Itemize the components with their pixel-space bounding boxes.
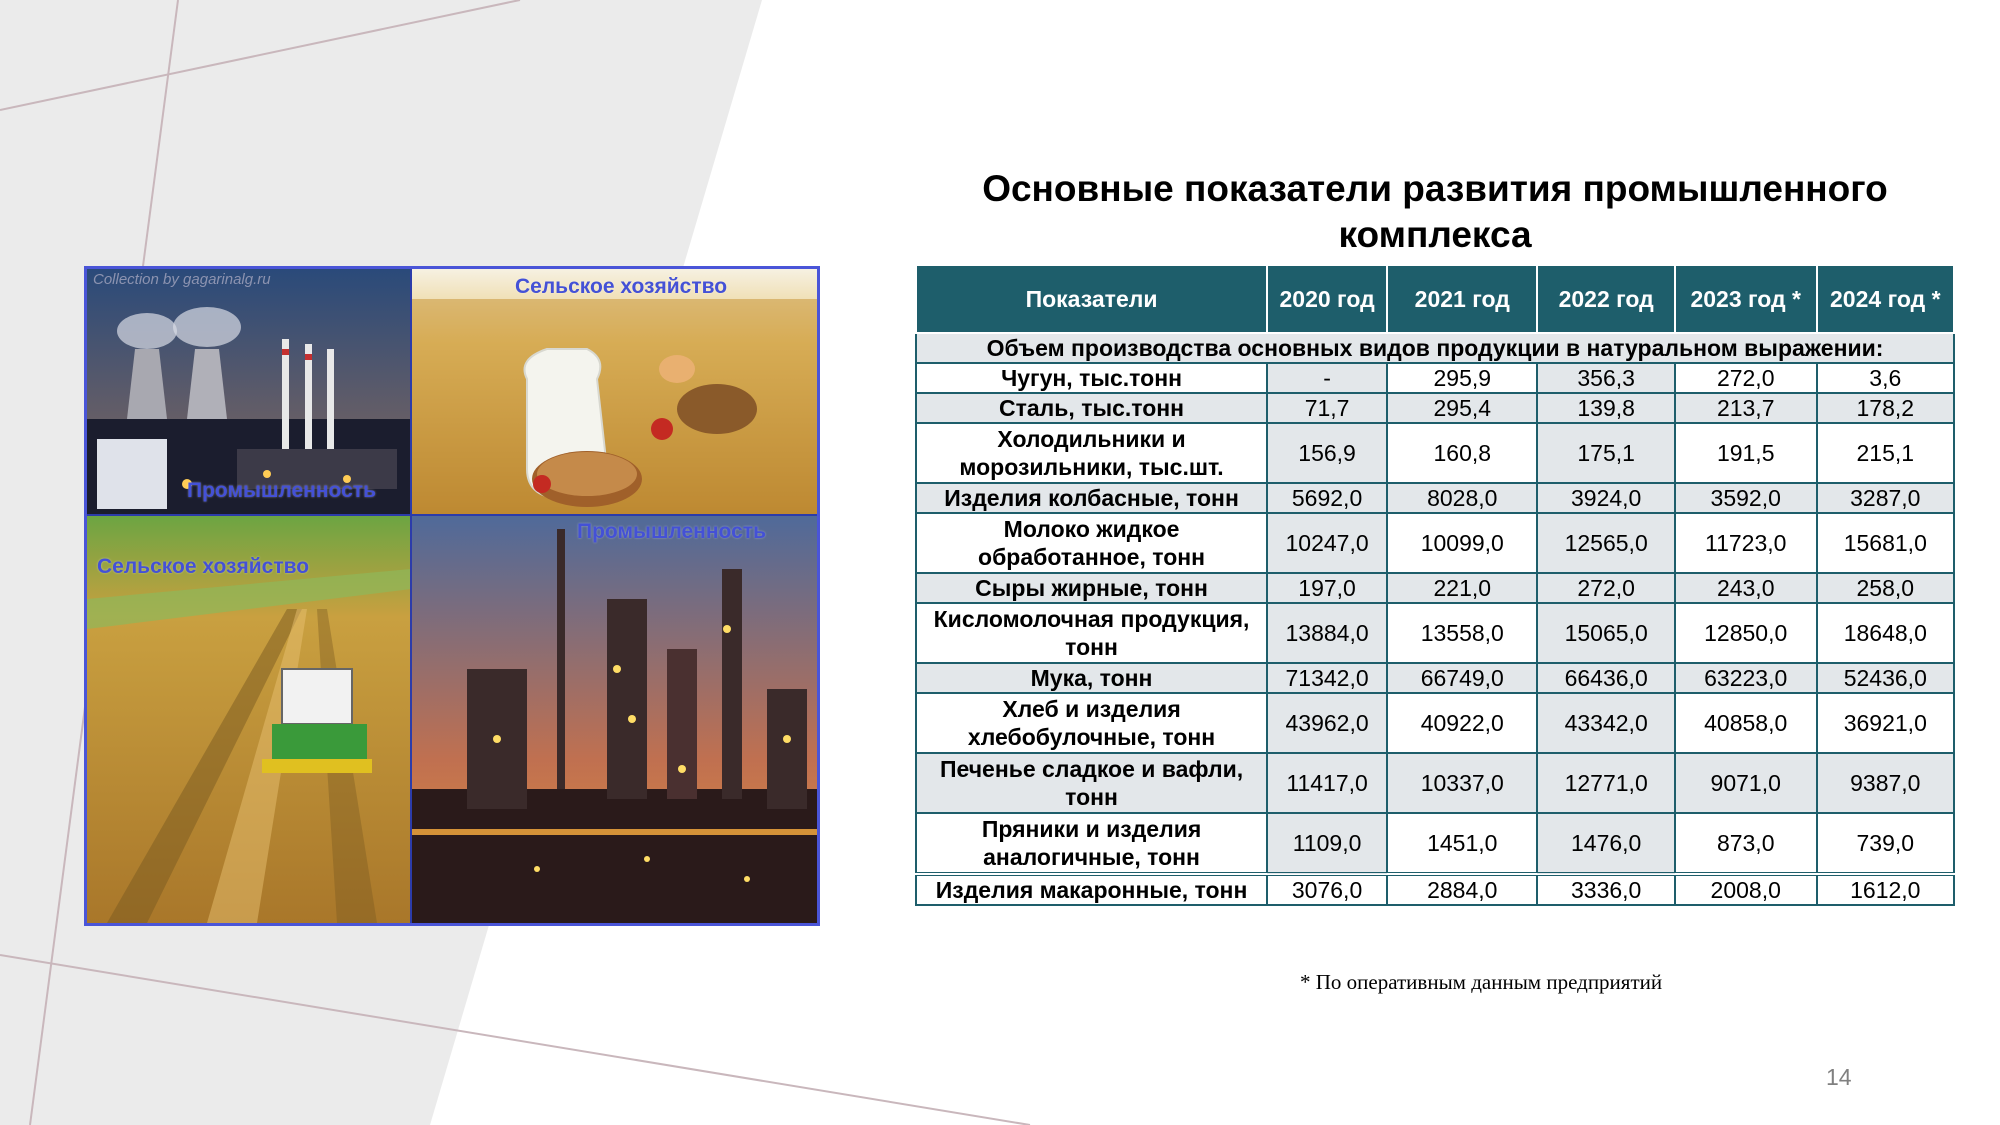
cell-2023: 40858,0 bbox=[1675, 693, 1817, 753]
row-label: Сталь, тыс.тонн bbox=[916, 393, 1267, 423]
row-label: Сыры жирные, тонн bbox=[916, 573, 1267, 603]
cell-2021: 295,9 bbox=[1387, 363, 1537, 393]
cell-2022: 175,1 bbox=[1537, 423, 1674, 483]
cell-2024: 15681,0 bbox=[1817, 513, 1954, 573]
cell-2024: 3287,0 bbox=[1817, 483, 1954, 513]
cell-2020: 3076,0 bbox=[1267, 874, 1387, 905]
cell-2023: 12850,0 bbox=[1675, 603, 1817, 663]
cell-2021: 40922,0 bbox=[1387, 693, 1537, 753]
cell-2023: 11723,0 bbox=[1675, 513, 1817, 573]
header-2020: 2020 год bbox=[1267, 265, 1387, 333]
cell-2022: 356,3 bbox=[1537, 363, 1674, 393]
table-row bbox=[916, 603, 1954, 663]
table-row bbox=[916, 363, 1954, 393]
cell-2024: 18648,0 bbox=[1817, 603, 1954, 663]
cell-2023: 3592,0 bbox=[1675, 483, 1817, 513]
slide-title: Основные показатели развития промышленного комплекса bbox=[982, 168, 1888, 255]
cell-2020: 13884,0 bbox=[1267, 603, 1387, 663]
cell-2022: 1476,0 bbox=[1537, 813, 1674, 874]
cell-2020: 11417,0 bbox=[1267, 753, 1387, 813]
cell-2021: 221,0 bbox=[1387, 573, 1537, 603]
cell-2021: 8028,0 bbox=[1387, 483, 1537, 513]
cell-2020: 5692,0 bbox=[1267, 483, 1387, 513]
header-2021: 2021 год bbox=[1387, 265, 1537, 333]
cell-2024: 9387,0 bbox=[1817, 753, 1954, 813]
cell-2023: 272,0 bbox=[1675, 363, 1817, 393]
cell-2023: 213,7 bbox=[1675, 393, 1817, 423]
cell-2024: 52436,0 bbox=[1817, 663, 1954, 693]
refinery-photo bbox=[411, 515, 817, 923]
row-label: Пряники и изделия аналогичные, тонн bbox=[916, 813, 1267, 874]
header-2024: 2024 год * bbox=[1817, 265, 1954, 333]
row-label: Печенье сладкое и вафли, тонн bbox=[916, 753, 1267, 813]
label-industry-bottom: Промышленность bbox=[577, 520, 766, 543]
header-2023: 2023 год * bbox=[1675, 265, 1817, 333]
row-label: Чугун, тыс.тонн bbox=[916, 363, 1267, 393]
table-row bbox=[916, 874, 1954, 905]
cell-2020: 43962,0 bbox=[1267, 693, 1387, 753]
cell-2021: 295,4 bbox=[1387, 393, 1537, 423]
table-row bbox=[916, 663, 1954, 693]
watermark: Collection by gagarinalg.ru bbox=[93, 271, 271, 288]
cell-2022: 12771,0 bbox=[1537, 753, 1674, 813]
cell-2023: 63223,0 bbox=[1675, 663, 1817, 693]
footnote: * По оперативным данным предприятий bbox=[1300, 970, 1663, 994]
cell-2022: 12565,0 bbox=[1537, 513, 1674, 573]
row-label: Холодильники и морозильники, тыс.шт. bbox=[916, 423, 1267, 483]
page-number: 14 bbox=[1826, 1064, 1852, 1090]
cell-2024: 1612,0 bbox=[1817, 874, 1954, 905]
section-row bbox=[916, 333, 1954, 363]
cell-2021: 10099,0 bbox=[1387, 513, 1537, 573]
cell-2024: 3,6 bbox=[1817, 363, 1954, 393]
table-row bbox=[916, 693, 1954, 753]
row-label: Изделия колбасные, тонн bbox=[916, 483, 1267, 513]
cell-2024: 258,0 bbox=[1817, 573, 1954, 603]
cell-2020: - bbox=[1267, 363, 1387, 393]
header-indicator: Показатели bbox=[916, 265, 1267, 333]
label-industry-top: Промышленность bbox=[187, 479, 376, 502]
table-header-row bbox=[916, 265, 1954, 333]
table-row bbox=[916, 513, 1954, 573]
cell-2022: 3336,0 bbox=[1537, 874, 1674, 905]
cell-2024: 739,0 bbox=[1817, 813, 1954, 874]
cell-2020: 71,7 bbox=[1267, 393, 1387, 423]
cell-2020: 71342,0 bbox=[1267, 663, 1387, 693]
cell-2023: 9071,0 bbox=[1675, 753, 1817, 813]
photo-collage bbox=[84, 266, 820, 926]
cell-2022: 66436,0 bbox=[1537, 663, 1674, 693]
cell-2020: 156,9 bbox=[1267, 423, 1387, 483]
cell-2021: 10337,0 bbox=[1387, 753, 1537, 813]
header-2022: 2022 год bbox=[1537, 265, 1674, 333]
cell-2022: 3924,0 bbox=[1537, 483, 1674, 513]
cell-2021: 160,8 bbox=[1387, 423, 1537, 483]
table-row bbox=[916, 753, 1954, 813]
row-label: Молоко жидкое обработанное, тонн bbox=[916, 513, 1267, 573]
cell-2021: 2884,0 bbox=[1387, 874, 1537, 905]
cell-2020: 197,0 bbox=[1267, 573, 1387, 603]
cell-2023: 2008,0 bbox=[1675, 874, 1817, 905]
row-label: Кисломолочная продукция, тонн bbox=[916, 603, 1267, 663]
row-label: Хлеб и изделия хлебобулочные, тонн bbox=[916, 693, 1267, 753]
cell-2021: 66749,0 bbox=[1387, 663, 1537, 693]
cell-2023: 191,5 bbox=[1675, 423, 1817, 483]
cell-2024: 215,1 bbox=[1817, 423, 1954, 483]
label-agriculture-bottom: Сельское хозяйство bbox=[97, 555, 310, 578]
table-row bbox=[916, 393, 1954, 423]
table-row bbox=[916, 423, 1954, 483]
cell-2023: 873,0 bbox=[1675, 813, 1817, 874]
table-row bbox=[916, 813, 1954, 874]
cell-2023: 243,0 bbox=[1675, 573, 1817, 603]
row-label: Изделия макаронные, тонн bbox=[916, 874, 1267, 905]
table-row bbox=[916, 483, 1954, 513]
cell-2022: 15065,0 bbox=[1537, 603, 1674, 663]
label-agriculture-top: Сельское хозяйство bbox=[515, 275, 728, 298]
cell-2022: 139,8 bbox=[1537, 393, 1674, 423]
section-title: Объем производства основных видов продукции в натуральном выражении: bbox=[916, 333, 1954, 363]
row-label: Мука, тонн bbox=[916, 663, 1267, 693]
cell-2021: 1451,0 bbox=[1387, 813, 1537, 874]
farm-products-photo bbox=[411, 269, 817, 515]
cell-2022: 43342,0 bbox=[1537, 693, 1674, 753]
cell-2024: 36921,0 bbox=[1817, 693, 1954, 753]
cell-2020: 1109,0 bbox=[1267, 813, 1387, 874]
cell-2022: 272,0 bbox=[1537, 573, 1674, 603]
cell-2024: 178,2 bbox=[1817, 393, 1954, 423]
cell-2020: 10247,0 bbox=[1267, 513, 1387, 573]
cell-2021: 13558,0 bbox=[1387, 603, 1537, 663]
production-table bbox=[915, 264, 1955, 906]
table-row bbox=[916, 573, 1954, 603]
